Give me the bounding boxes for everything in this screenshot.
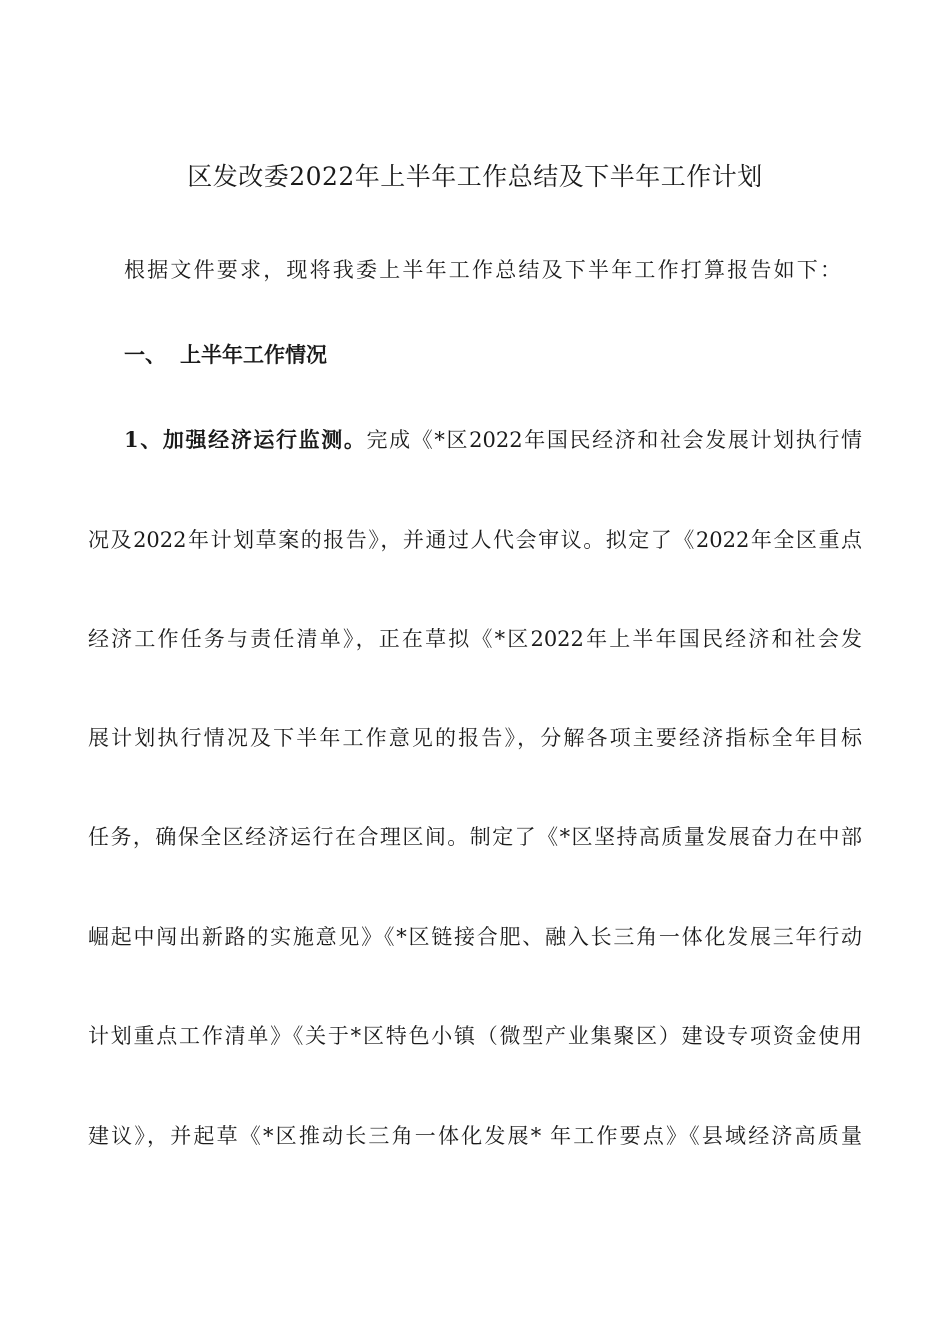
intro-paragraph: 根据文件要求，现将我委上半年工作总结及下半年工作打算报告如下： bbox=[124, 258, 844, 282]
paragraph-line-6: 崛起中闯出新路的实施意见》《*区链接合肥、融入长三角一体化发展三年行动 bbox=[88, 925, 862, 949]
paragraph-line-5: 任务，确保全区经济运行在合理区间。制定了《*区坚持高质量发展奋力在中部 bbox=[88, 825, 862, 849]
section-number: 一、 bbox=[124, 342, 166, 367]
paragraph-line-7: 计划重点工作清单》《关于*区特色小镇（微型产业集聚区）建设专项资金使用 bbox=[88, 1024, 862, 1048]
paragraph-line-2: 况及2022年计划草案的报告》，并通过人代会审议。拟定了《2022年全区重点 bbox=[88, 528, 862, 552]
document-title: 区发改委2022年上半年工作总结及下半年工作计划 bbox=[187, 162, 763, 191]
section-title: 上半年工作情况 bbox=[180, 342, 327, 367]
paragraph-line-1 bbox=[124, 425, 862, 455]
paragraph-line-8: 建议》，并起草《*区推动长三角一体化发展* 年工作要点》《县域经济高质量 bbox=[88, 1124, 862, 1148]
paragraph-line-text: 完成《*区2022年国民经济和社会发展计划执行情 bbox=[366, 428, 862, 452]
paragraph-line-3: 经济工作任务与责任清单》，正在草拟《*区2022年上半年国民经济和社会发 bbox=[88, 627, 862, 651]
paragraph-lead: 1、加强经济运行监测。 bbox=[124, 427, 367, 452]
paragraph-line-4: 展计划执行情况及下半年工作意见的报告》，分解各项主要经济指标全年目标 bbox=[88, 726, 862, 750]
section-heading bbox=[124, 340, 327, 370]
